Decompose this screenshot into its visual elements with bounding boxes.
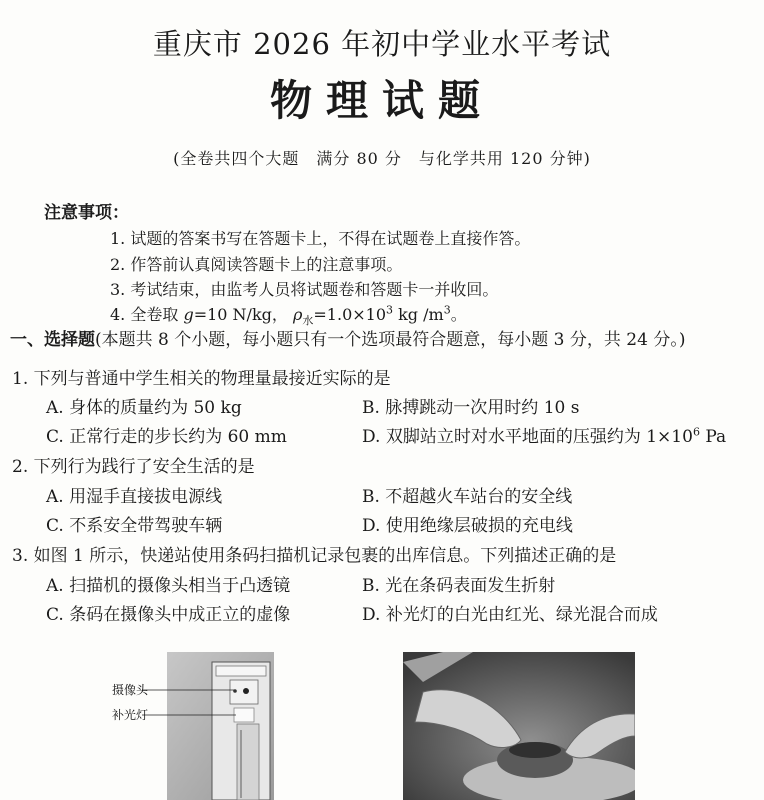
- fill-light-panel: [234, 708, 254, 722]
- question-1-option-c: C. 正常行走的步长约为 60 mm: [46, 427, 287, 447]
- g-symbol: g: [183, 305, 194, 324]
- question-3-option-b: B. 光在条码表面发生折射: [362, 576, 556, 596]
- question-1-stem: 1. 下列与普通中学生相关的物理量最接近实际的是: [12, 369, 391, 389]
- exam-info: (全卷共四个大题 满分 80 分 与化学共用 120 分钟): [173, 149, 591, 168]
- question-1-option-d-exponent: 6: [692, 425, 700, 439]
- question-1-option-d-unit: Pa: [699, 427, 727, 447]
- section-description: (本题共 8 个小题，每小题只有一个选项最符合题意，每小题 3 分，共 24 分。): [95, 330, 686, 350]
- question-1-option-a: A. 身体的质量约为 50 kg: [46, 398, 242, 418]
- notice-item-4-end: 。: [450, 305, 467, 324]
- question-2-option-c: C. 不系安全带驾驶车辆: [46, 516, 223, 536]
- question-2-option-b: B. 不超越火车站台的安全线: [362, 487, 573, 507]
- question-3-stem: 3. 如图 1 所示，快递站使用条码扫描机记录包裹的出库信息。下列描述正确的是: [12, 546, 617, 566]
- rho-exponent: 3: [386, 303, 394, 317]
- question-1-option-b: B. 脉搏跳动一次用时约 10 s: [362, 398, 580, 418]
- fill-light-label: 补光灯: [112, 708, 149, 722]
- g-value: =10 N/kg，: [193, 305, 288, 324]
- notice-heading: 注意事项：: [44, 203, 129, 223]
- rho-symbol: ρ: [292, 305, 303, 324]
- notice-item-2: 2. 作答前认真阅读答题卡上的注意事项。: [110, 255, 403, 274]
- rho-unit-exponent: 3: [443, 303, 451, 317]
- camera-lens-icon: [243, 688, 249, 694]
- notice-item-4-prefix: 4. 全卷取: [110, 305, 184, 324]
- section-heading: [10, 325, 685, 350]
- question-3-option-d: D. 补光灯的白光由红光、绿光混合而成: [362, 605, 658, 625]
- question-2-option-d: D. 使用绝缘层破损的充电线: [362, 516, 573, 536]
- question-2-stem: 2. 下列行为践行了安全生活的是: [12, 457, 255, 477]
- question-2-option-a: A. 用湿手直接拔电源线: [46, 487, 223, 507]
- camera-label: 摄像头: [112, 683, 149, 697]
- figure-1-scanner-photo: [112, 652, 274, 800]
- question-3-option-a: A. 扫描机的摄像头相当于凸透镜: [46, 576, 291, 596]
- figure-2-pottery-photo: [403, 652, 635, 800]
- scanner-top-bar: [216, 666, 266, 676]
- question-3-option-c: C. 条码在摄像头中成正立的虚像: [46, 605, 291, 625]
- subject-title: 物理试题: [269, 76, 494, 125]
- notice-item-3: 3. 考试结束，由监考人员将试题卷和答题卡一并收回。: [110, 280, 499, 299]
- section-title: 一、选择题: [10, 330, 95, 350]
- question-1-option-d-text: D. 双脚站立时对水平地面的压强约为 1×10: [362, 427, 693, 447]
- rho-subscript: 水: [302, 314, 314, 328]
- exam-title: 重庆市 2026 年初中学业水平考试: [152, 27, 612, 61]
- notice-item-1: 1. 试题的答案书写在答题卡上，不得在试题卷上直接作答。: [110, 229, 531, 248]
- rho-value: =1.0×10: [313, 305, 387, 324]
- question-1-option-d: [362, 422, 726, 447]
- rho-unit: kg /m: [393, 305, 444, 324]
